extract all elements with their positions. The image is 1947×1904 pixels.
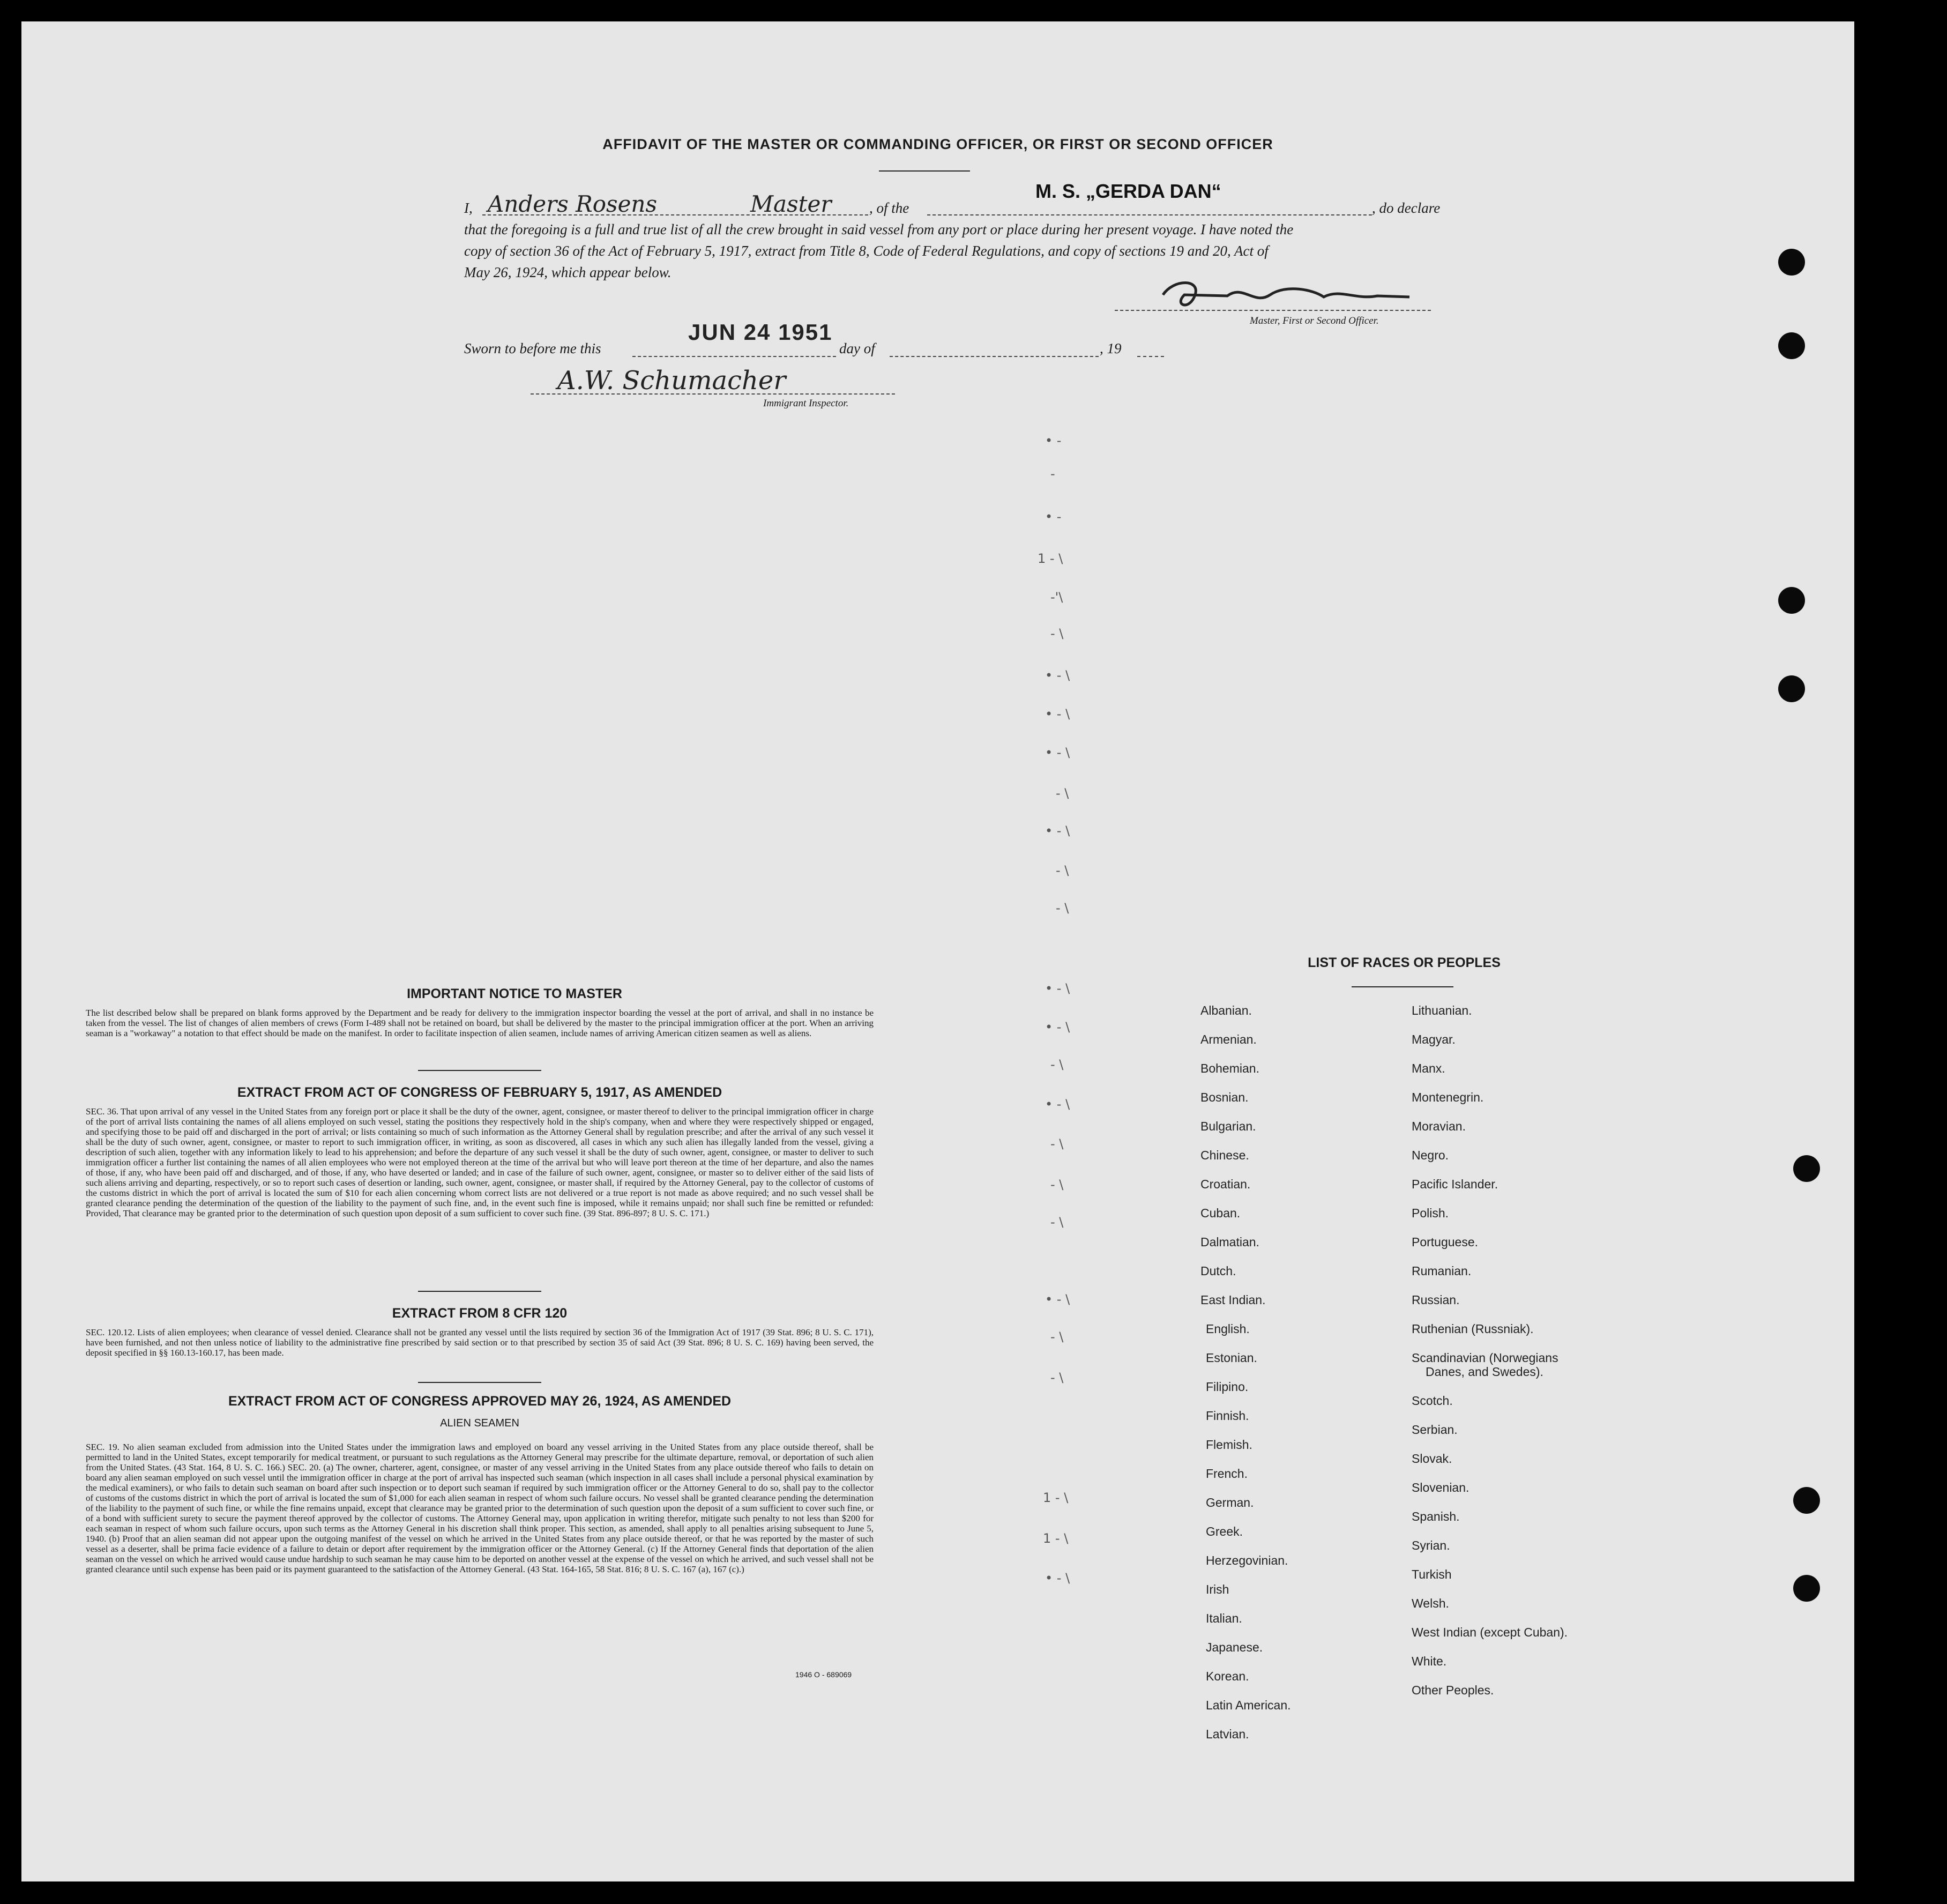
punch-hole	[1778, 587, 1805, 614]
extract-1917-rule	[418, 1291, 541, 1292]
race-item: Moravian.	[1412, 1119, 1466, 1133]
tick-mark: 1 - \	[1043, 1490, 1069, 1505]
race-item: Turkish	[1412, 1567, 1452, 1581]
inspector-line	[531, 393, 895, 395]
tick-mark: - \	[1050, 1057, 1064, 1072]
race-item: Montenegrin.	[1412, 1090, 1484, 1104]
punch-hole	[1778, 332, 1805, 359]
tick-mark: - \	[1050, 1136, 1064, 1151]
race-item: German.	[1206, 1496, 1254, 1509]
declaration-line-3: copy of section 36 of the Act of February 5, 1917, extract from Title 8, Code of Federal Regulations, and copy of sections 19 and 20, Act of	[464, 243, 1269, 259]
tick-mark: • - \	[1045, 706, 1070, 722]
month-blank	[890, 356, 1099, 357]
race-item: Pacific Islander.	[1412, 1177, 1498, 1191]
race-item: Latin American.	[1206, 1698, 1291, 1712]
race-item: Cuban.	[1200, 1206, 1241, 1220]
punch-hole	[1793, 1155, 1820, 1182]
extract-1917-title: EXTRACT FROM ACT OF CONGRESS OF FEBRUARY 5, 1917, AS AMENDED	[237, 1085, 722, 1100]
race-item: Korean.	[1206, 1669, 1249, 1683]
tick-mark: • - \	[1045, 745, 1070, 760]
races-title: LIST OF RACES OR PEOPLES	[1308, 955, 1501, 970]
race-item: Finnish.	[1206, 1409, 1249, 1423]
notice-rule	[418, 1070, 541, 1071]
race-item: Negro.	[1412, 1148, 1449, 1162]
tick-mark: • - \	[1045, 668, 1070, 683]
year-text: , 19	[1100, 340, 1122, 356]
race-item: Ruthenian (Russniak).	[1412, 1322, 1534, 1336]
race-item: Welsh.	[1412, 1596, 1449, 1610]
punch-hole	[1793, 1487, 1820, 1514]
races-rule	[1352, 986, 1453, 987]
tick-mark: • - \	[1045, 981, 1070, 996]
of-the-text: , of the	[869, 200, 909, 216]
race-item: Italian.	[1206, 1611, 1242, 1625]
tick-mark: -'\	[1050, 590, 1063, 605]
race-item: East Indian.	[1200, 1293, 1266, 1307]
race-item: Bulgarian.	[1200, 1119, 1256, 1133]
extract-1924-title: EXTRACT FROM ACT OF CONGRESS APPROVED MAY 26, 1924, AS AMENDED	[228, 1394, 732, 1409]
race-item: Serbian.	[1412, 1423, 1458, 1437]
sworn-text: Sworn to before me this	[464, 340, 601, 356]
race-item: French.	[1206, 1467, 1248, 1481]
notice-text: The list described below shall be prepared on blank forms approved by the Department and be ready for delivery to the immigration inspector boarding the vessel at the port of arrival, and shall in no instance be taken from the vessel. The list of changes of alien members of crews (Form I-489 shall not be retained on board, but shall be delivered by the master to the principal immigration officer at the port. When an arriving seaman is a "workaway" a notation to that effect should be made on the manifest. In order to facilitate inspection of alien seamen, include names of arriving American citizen seamen as well as aliens.	[86, 1008, 874, 1038]
race-item: Russian.	[1412, 1293, 1460, 1307]
tick-mark: - \	[1056, 786, 1069, 801]
race-item: Greek.	[1206, 1524, 1243, 1538]
race-item: Japanese.	[1206, 1640, 1263, 1654]
race-item: Scandinavian (Norwegians	[1412, 1351, 1558, 1365]
race-item: Herzegovinian.	[1206, 1553, 1288, 1567]
tick-mark: • -	[1045, 433, 1062, 448]
vessel-name-stamp: M. S. „GERDA DAN“	[1035, 180, 1221, 202]
tick-mark: - \	[1050, 626, 1064, 641]
tick-mark: 1 - \	[1043, 1531, 1069, 1546]
tick-mark: • - \	[1045, 823, 1070, 838]
do-declare-text: , do declare	[1372, 200, 1441, 216]
year-blank	[1137, 356, 1164, 357]
race-item: Danes, and Swedes).	[1426, 1365, 1543, 1379]
inspector-signature: A.W. Schumacher	[557, 366, 786, 396]
race-item: Dalmatian.	[1200, 1235, 1259, 1249]
vessel-blank	[927, 214, 1372, 215]
scan-border	[1854, 0, 1947, 1904]
race-item: Filipino.	[1206, 1380, 1249, 1394]
race-item: Chinese.	[1200, 1148, 1249, 1162]
tick-mark: - \	[1050, 1329, 1064, 1344]
day-of-text: day of	[839, 340, 875, 356]
race-item: Flemish.	[1206, 1438, 1252, 1452]
notice-title: IMPORTANT NOTICE TO MASTER	[407, 986, 622, 1001]
race-item: Spanish.	[1412, 1509, 1460, 1523]
tick-mark: - \	[1056, 901, 1069, 916]
officer-rank-handwritten: Master	[750, 191, 832, 217]
tick-mark: - \	[1050, 1370, 1064, 1385]
document-sheet	[21, 21, 1854, 1881]
tick-mark: • - \	[1045, 1097, 1070, 1112]
race-item: Rumanian.	[1412, 1264, 1472, 1278]
declaration-line-4: May 26, 1924, which appear below.	[464, 264, 672, 280]
race-item: Scotch.	[1412, 1394, 1453, 1408]
affidavit-title: AFFIDAVIT OF THE MASTER OR COMMANDING OFFICER, OR FIRST OR SECOND OFFICER	[602, 136, 1273, 152]
master-signature	[1152, 273, 1420, 311]
race-item: West Indian (except Cuban).	[1412, 1625, 1568, 1639]
race-item: Polish.	[1412, 1206, 1449, 1220]
punch-hole	[1793, 1575, 1820, 1602]
race-item: Croatian.	[1200, 1177, 1251, 1191]
inspector-caption: Immigrant Inspector.	[763, 398, 849, 409]
master-signature-line	[1115, 310, 1431, 311]
race-item: Bosnian.	[1200, 1090, 1249, 1104]
date-stamp: JUN 24 1951	[688, 319, 833, 345]
print-code: 1946 O - 689069	[795, 1670, 852, 1679]
race-item: Dutch.	[1200, 1264, 1236, 1278]
title-rule	[879, 170, 970, 172]
tick-mark: -	[1050, 466, 1055, 481]
tick-mark: • -	[1045, 509, 1062, 524]
race-item: Magyar.	[1412, 1032, 1456, 1046]
sworn-day-blank	[632, 356, 836, 357]
race-item: Lithuanian.	[1412, 1003, 1472, 1017]
race-item: Syrian.	[1412, 1538, 1450, 1552]
extract-1924-text: SEC. 19. No alien seaman excluded from admission into the United States under the immigration laws and employed on board any vessel arriving in the United States from any place outside thereof, shall be permitted to land in the United States, except temporarily for medical treatment, or pursuant to such regulations as the Attorney General may prescribe for the ultimate departure, removal, or deportation of such alien from the United States. (43 Stat. 164, 8 U. S. C. 166.) SEC. 20. (a) The owner, charterer, agent, consignee, or master of any vessel arriving in the United States from any place outside thereof who fails to detain on board any alien seaman employed on such vessel until the immigration officer in charge at the port of arrival has inspected such seaman (which inspection in all cases shall include a personal physical examination by the medical examiners), or who fails to detain such seaman on board after such inspection or to deport such seaman if required by such immigration officer or the Attorney General to do so, shall pay to the collector of customs of the customs district in which the port of arrival is located the sum of $1,000 for each alien seaman in respect of whom such failure occurs. No vessel shall be granted clearance pending the determination of the liability to the payment of such fine, or while the fine remains unpaid, except that clearance may be granted prior to the determination of such question upon the deposit of a sum sufficient to cover such fine, or of a bond with sufficient surety to secure the payment thereof approved by the collector of customs. The Attorney General may, upon application in writing therefor, mitigate such penalty to not less than $200 for each seaman in respect of whom such failure occurs, upon such terms as the Attorney General in his discretion shall think proper. This section, as amended, shall apply to all penalties arising subsequent to June 5, 1940. (b) Proof that an alien seaman did not appear upon the outgoing manifest of the vessel on which he arrived in the United States from any place outside thereof, or that he was reported by the master of such vessel as a deserter, shall be prima facie evidence of a failure to detain or deport after requirement by the immigration officer or the Attorney General. (c) If the Attorney General finds that deportation of the alien seaman on the vessel on which he arrived would cause undue hardship to such seaman he may cause him to be deported on another vessel at the expense of the vessel on which he arrived, and such vessel shall not be granted clearance until such expense has been paid or its payment guaranteed to the satisfaction of the Attorney General. (43 Stat. 164-165, 58 Stat. 816; 8 U. S. C. 167 (a), 167 (c).)	[86, 1442, 874, 1574]
race-item: Portuguese.	[1412, 1235, 1479, 1249]
tick-mark: - \	[1056, 863, 1069, 878]
tick-mark: • - \	[1045, 1020, 1070, 1035]
cfr-text: SEC. 120.12. Lists of alien employees; when clearance of vessel denied. Clearance shall not be granted any vessel until the lists required by section 36 of the Immigration Act of 1917 (39 Stat. 896; 8 U. S. C. 171), have been furnished, and not then unless notice of liability to the administrative fine prescribed by said section or to that prescribed by section 35 of said Act (39 Stat. 896; 8 U. S. C. 169) having been served, the deposit specified in §§ 160.13-160.17, has been made.	[86, 1327, 874, 1358]
race-item: Slovenian.	[1412, 1481, 1469, 1494]
tick-mark: • - \	[1045, 1292, 1070, 1307]
master-caption: Master, First or Second Officer.	[1250, 315, 1379, 326]
cfr-rule	[418, 1382, 541, 1383]
tick-mark: 1 - \	[1038, 551, 1063, 566]
tick-mark: • - \	[1045, 1571, 1070, 1586]
race-item: White.	[1412, 1654, 1447, 1668]
race-item: Slovak.	[1412, 1452, 1452, 1466]
race-item: Latvian.	[1206, 1727, 1249, 1741]
declaration-i: I,	[464, 200, 473, 216]
race-item: Bohemian.	[1200, 1061, 1259, 1075]
race-item: Irish	[1206, 1582, 1229, 1596]
declaration-line-2: that the foregoing is a full and true list of all the crew brought in said vessel from any port or place during her present voyage. I have noted the	[464, 221, 1294, 237]
race-item: Estonian.	[1206, 1351, 1257, 1365]
punch-hole	[1778, 249, 1805, 276]
officer-name-signature: Anders Rosens	[488, 191, 658, 217]
tick-mark: - \	[1050, 1177, 1064, 1192]
race-item: English.	[1206, 1322, 1250, 1336]
race-item: Albanian.	[1200, 1003, 1252, 1017]
race-item: Manx.	[1412, 1061, 1445, 1075]
race-item: Armenian.	[1200, 1032, 1257, 1046]
punch-hole	[1778, 675, 1805, 702]
alien-seamen-subtitle: ALIEN SEAMEN	[440, 1417, 519, 1429]
race-item: Other Peoples.	[1412, 1683, 1494, 1697]
tick-mark: - \	[1050, 1215, 1064, 1230]
cfr-title: EXTRACT FROM 8 CFR 120	[392, 1306, 568, 1321]
extract-1917-text: SEC. 36. That upon arrival of any vessel in the United States from any foreign port or place it shall be the duty of the owner, agent, consignee, or master thereof to deliver to the principal immigration officer in charge of the port of arrival lists containing the names of all aliens employed on such vessel, stating the positions they respectively hold in the ship's company, when and where they were respectively shipped or engaged, and specifying those to be paid off and discharged in the port of arrival; or lists containing so much of such information as the Attorney General shall by regulation prescribe; and after the arrival of any such vessel it shall be the duty of such owner, agent, consignee, or master to report to such immigration officer, in writing, as soon as discovered, all cases in which any such alien has illegally landed from the vessel, giving a description of such alien, together with any information likely to lead to his apprehension; and before the departure of any such vessel it shall be the duty of such owner, agent, consignee, or master to deliver to such immigration officer a further list containing the names of all alien employees who were not employed thereon at the time of the arrival but who will leave port thereon at the time of her departure, and also the names of those, if any, who have been paid off and discharged, and of those, if any, who have deserted or landed; and in case of the failure of such owner, agent, consignee, or master so to deliver either of the said lists of such aliens arriving and departing, respectively, or so to report such cases of desertion or landing, such owner, agent, consignee, or master shall, if required by the Attorney General, pay to the collector of customs of the customs district in which the port of arrival is located the sum of $10 for each alien concerning whom correct lists are not delivered or a true report is not made as above required; and no such vessel shall be granted clearance pending the determination of the question of the liability to the payment of such fine, and, in the event such fine is imposed, while it remains unpaid; nor shall such fine be remitted or refunded: Provided, That clearance may be granted prior to the determination of such question upon deposit of a sum sufficient to cover such fine. (39 Stat. 896-897; 8 U. S. C. 171.)	[86, 1106, 874, 1218]
